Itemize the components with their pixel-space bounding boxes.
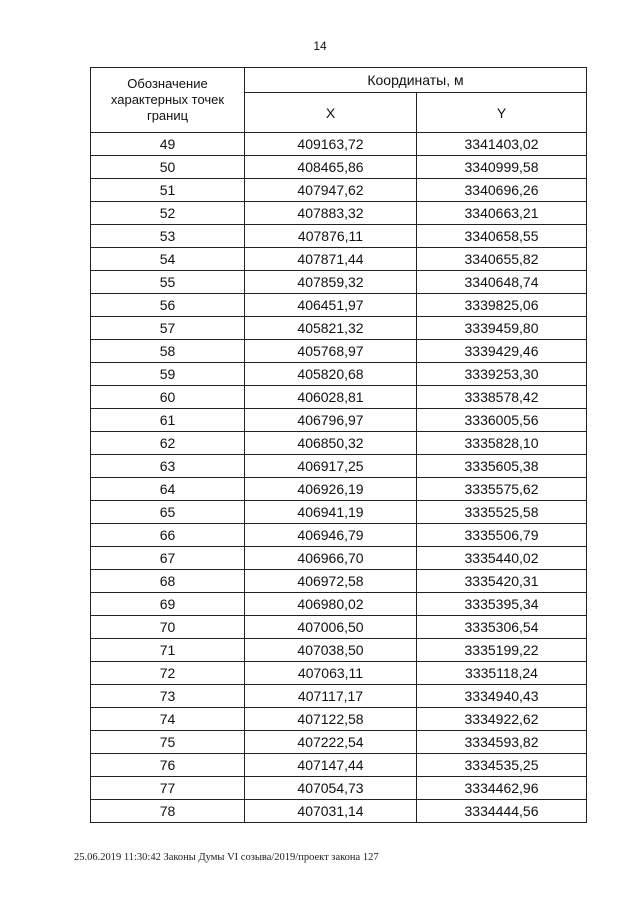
table-row: [91, 685, 587, 708]
point-cell: 70: [91, 616, 245, 639]
header-point-line-3: границ: [146, 108, 189, 123]
table-row: [91, 478, 587, 501]
point-cell: 51: [91, 179, 245, 202]
x-coordinate-cell: 407876,11: [245, 225, 417, 248]
header-point-line-2: характерных точек: [110, 92, 225, 107]
table-row: [91, 340, 587, 363]
table-row: [91, 731, 587, 754]
y-coordinate-cell: 3335199,22: [417, 639, 587, 662]
y-coordinate-cell: 3339459,80: [417, 317, 587, 340]
table-row: [91, 455, 587, 478]
x-coordinate-cell: 407859,32: [245, 271, 417, 294]
y-coordinate-cell: 3339825,06: [417, 294, 587, 317]
x-coordinate-cell: 406796,97: [245, 409, 417, 432]
table-row: [91, 524, 587, 547]
y-coordinate-cell: 3339253,30: [417, 363, 587, 386]
y-coordinate-cell: 3334462,96: [417, 777, 587, 800]
point-cell: 57: [91, 317, 245, 340]
header-row-top: [91, 68, 587, 93]
point-cell: 58: [91, 340, 245, 363]
table-body: [91, 133, 587, 823]
y-coordinate-cell: 3335118,24: [417, 662, 587, 685]
header-coordinates: Координаты, м: [245, 68, 587, 93]
x-coordinate-cell: 409163,72: [245, 133, 417, 156]
x-coordinate-cell: 406966,70: [245, 547, 417, 570]
x-coordinate-cell: 407147,44: [245, 754, 417, 777]
y-coordinate-cell: 3335575,62: [417, 478, 587, 501]
table-row: [91, 616, 587, 639]
x-coordinate-cell: 407054,73: [245, 777, 417, 800]
x-coordinate-cell: 406028,81: [245, 386, 417, 409]
x-coordinate-cell: 406941,19: [245, 501, 417, 524]
point-cell: 49: [91, 133, 245, 156]
point-cell: 60: [91, 386, 245, 409]
y-coordinate-cell: 3334593,82: [417, 731, 587, 754]
point-cell: 66: [91, 524, 245, 547]
point-cell: 77: [91, 777, 245, 800]
point-cell: 78: [91, 800, 245, 823]
table-row: [91, 501, 587, 524]
point-cell: 54: [91, 248, 245, 271]
y-coordinate-cell: 3335605,38: [417, 455, 587, 478]
y-coordinate-cell: 3340658,55: [417, 225, 587, 248]
x-coordinate-cell: 407006,50: [245, 616, 417, 639]
y-coordinate-cell: 3334444,56: [417, 800, 587, 823]
y-coordinate-cell: 3335420,31: [417, 570, 587, 593]
header-y: Y: [417, 93, 587, 133]
table-row: [91, 248, 587, 271]
table-row: [91, 294, 587, 317]
x-coordinate-cell: 407038,50: [245, 639, 417, 662]
x-coordinate-cell: 406980,02: [245, 593, 417, 616]
x-coordinate-cell: 406926,19: [245, 478, 417, 501]
point-cell: 69: [91, 593, 245, 616]
table-row: [91, 708, 587, 731]
table-row: [91, 202, 587, 225]
point-cell: 76: [91, 754, 245, 777]
point-cell: 50: [91, 156, 245, 179]
point-cell: 67: [91, 547, 245, 570]
table-row: [91, 225, 587, 248]
x-coordinate-cell: 405821,32: [245, 317, 417, 340]
document-footer: 25.06.2019 11:30:42 Законы Думы VI созыва/2019/проект закона 127: [74, 852, 379, 863]
x-coordinate-cell: 407222,54: [245, 731, 417, 754]
y-coordinate-cell: 3336005,56: [417, 409, 587, 432]
page-number: 14: [313, 39, 327, 53]
point-cell: 72: [91, 662, 245, 685]
point-cell: 62: [91, 432, 245, 455]
table-row: [91, 386, 587, 409]
table-row: [91, 156, 587, 179]
table-row: [91, 432, 587, 455]
point-cell: 75: [91, 731, 245, 754]
x-coordinate-cell: 405820,68: [245, 363, 417, 386]
table-row: [91, 570, 587, 593]
table-header: [91, 68, 587, 133]
y-coordinate-cell: 3339429,46: [417, 340, 587, 363]
table-row: [91, 639, 587, 662]
x-coordinate-cell: 406850,32: [245, 432, 417, 455]
y-coordinate-cell: 3340663,21: [417, 202, 587, 225]
x-coordinate-cell: 405768,97: [245, 340, 417, 363]
table-row: [91, 271, 587, 294]
table-row: [91, 317, 587, 340]
x-coordinate-cell: 407031,14: [245, 800, 417, 823]
table-row: [91, 754, 587, 777]
point-cell: 61: [91, 409, 245, 432]
y-coordinate-cell: 3335395,34: [417, 593, 587, 616]
y-coordinate-cell: 3340655,82: [417, 248, 587, 271]
x-coordinate-cell: 407947,62: [245, 179, 417, 202]
x-coordinate-cell: 408465,86: [245, 156, 417, 179]
table-row: [91, 363, 587, 386]
point-cell: 59: [91, 363, 245, 386]
y-coordinate-cell: 3334535,25: [417, 754, 587, 777]
coordinates-table: [90, 67, 587, 823]
y-coordinate-cell: 3335525,58: [417, 501, 587, 524]
point-cell: 71: [91, 639, 245, 662]
x-coordinate-cell: 406946,79: [245, 524, 417, 547]
table-row: [91, 179, 587, 202]
y-coordinate-cell: 3335828,10: [417, 432, 587, 455]
x-coordinate-cell: 407871,44: [245, 248, 417, 271]
point-cell: 63: [91, 455, 245, 478]
y-coordinate-cell: 3334922,62: [417, 708, 587, 731]
point-cell: 64: [91, 478, 245, 501]
table-row: [91, 133, 587, 156]
x-coordinate-cell: 406917,25: [245, 455, 417, 478]
point-cell: 52: [91, 202, 245, 225]
y-coordinate-cell: 3335440,02: [417, 547, 587, 570]
point-cell: 56: [91, 294, 245, 317]
y-coordinate-cell: 3335306,54: [417, 616, 587, 639]
table-row: [91, 777, 587, 800]
point-cell: 73: [91, 685, 245, 708]
header-point-designation: [91, 68, 245, 133]
point-cell: 68: [91, 570, 245, 593]
y-coordinate-cell: 3334940,43: [417, 685, 587, 708]
table-row: [91, 547, 587, 570]
header-point-line-1: Обозначение: [127, 76, 208, 91]
y-coordinate-cell: 3341403,02: [417, 133, 587, 156]
x-coordinate-cell: 407122,58: [245, 708, 417, 731]
x-coordinate-cell: 407883,32: [245, 202, 417, 225]
x-coordinate-cell: 406972,58: [245, 570, 417, 593]
x-coordinate-cell: 407117,17: [245, 685, 417, 708]
y-coordinate-cell: 3340696,26: [417, 179, 587, 202]
table-row: [91, 409, 587, 432]
y-coordinate-cell: 3340999,58: [417, 156, 587, 179]
table-row: [91, 662, 587, 685]
x-coordinate-cell: 406451,97: [245, 294, 417, 317]
y-coordinate-cell: 3335506,79: [417, 524, 587, 547]
point-cell: 74: [91, 708, 245, 731]
table-row: [91, 800, 587, 823]
header-x: X: [245, 93, 417, 133]
point-cell: 53: [91, 225, 245, 248]
table-row: [91, 593, 587, 616]
point-cell: 65: [91, 501, 245, 524]
point-cell: 55: [91, 271, 245, 294]
y-coordinate-cell: 3338578,42: [417, 386, 587, 409]
x-coordinate-cell: 407063,11: [245, 662, 417, 685]
y-coordinate-cell: 3340648,74: [417, 271, 587, 294]
